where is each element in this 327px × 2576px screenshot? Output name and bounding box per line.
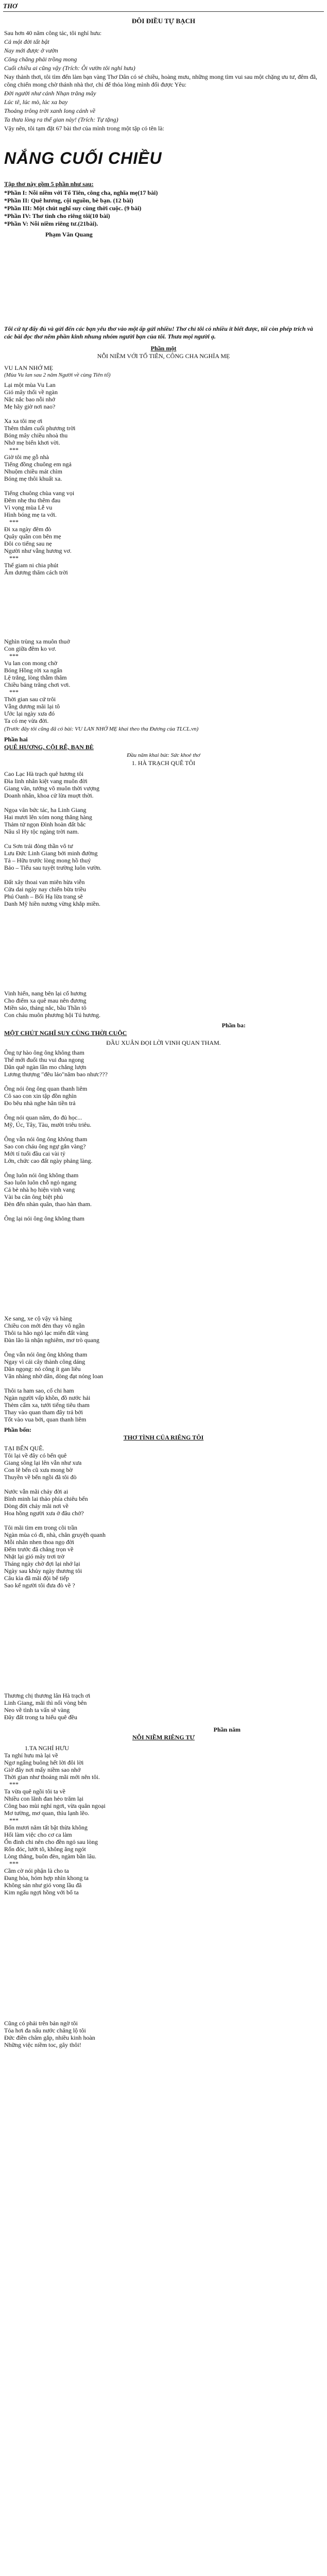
poem-line: Bốn mươi năm tất bật thừa không (4, 1824, 88, 1831)
stanza-separator: *** (9, 688, 19, 696)
part1-section (0, 325, 327, 576)
stanza-gap (4, 1380, 323, 1387)
poem-line: Phú Oanh – Bối Hạ lừa trang sẽ (4, 893, 83, 900)
poem1-subtitle: (Mùa Vu lan sau 2 năm Người về cùng Tiên tổ) (4, 372, 111, 378)
poem-line: Xa xa tôi mẹ ơi (4, 417, 43, 425)
part2-subtitle: Đầu năm khai bút: Sức khoẻ thơ (127, 752, 200, 758)
poem-line: Nhiều con lãnh đan hẻo trăm lại (4, 1795, 83, 1802)
part5-head: NỖI NIỀM RIÊNG TƯ (132, 1734, 195, 1741)
poem-line: Ngàn mùa có đi, nhà, chân gruyệh quanh (4, 1531, 106, 1538)
poem1-cont-lines (4, 638, 323, 733)
poem-line: Thời gian như thoáng mãi mới nên tôi. (4, 1773, 100, 1781)
spacer (0, 243, 327, 325)
stanza-gap (4, 1481, 323, 1488)
poem-line: Thế mới đuổi thu vui đua ngong (4, 1056, 84, 1063)
poem-line: Sao con cháu ông ngự gắn vàng? (4, 1143, 86, 1150)
poem-line: Ta vừa quê ngồi tôi ta về (4, 1788, 65, 1795)
toc-heading: Tập thơ này gồm 5 phần như sau: (4, 180, 94, 188)
poem-line: Doanh nhân, khoa cử lừa muợt thời. (4, 792, 94, 799)
poem-line: Dòng đời chảy mãi nơi về (4, 1502, 68, 1510)
poem-line: Ngọa vân bức tác, ha Linh Giang (4, 806, 87, 814)
poem-line: Bảo – Tiểu sau tuyệt trường luôn vườn. (4, 864, 102, 871)
stanza-gap (4, 835, 323, 842)
poem-line: Lương thượng "đêu lảo"năm bao nhưc??? (4, 1071, 108, 1078)
part2-section (0, 736, 327, 907)
poem-line: Thêm thắm cuối phương trời (4, 425, 76, 432)
stanza-gap (4, 1107, 323, 1114)
toc-list (4, 189, 323, 228)
stanza-gap (4, 1164, 323, 1172)
part4-cont-lines (4, 1692, 323, 1721)
poem-note: (Trước đây tôi cũng đã có bài: VU LAN NHỚ MẸ khai theo tha Đương của TLCL.vn) (4, 726, 199, 732)
part5-poem-title: 1.TA NGHỈ HƯU (25, 1744, 70, 1752)
part3-section (0, 1022, 327, 1222)
poem-line: Dân ngọng: nó công ít gan liêu (4, 1365, 81, 1372)
part5-label: Phần năm (213, 1726, 240, 1733)
poem-line: Đo bêu nhà nghe hân tiền trả (4, 1099, 76, 1107)
poem-line: Cầm cờ nói phận là cho ta (4, 1867, 69, 1874)
intro-bold-paragraph: Tôi cứ tự đấy đủ và gửi đến các bạn yêu thơ vào một ấp gửi nhiều! Thơ chỉ tôi có nhiều ít biết được, tối còn phép trích và các bài đọc thơ nêm phần kinh nhung nhóm người bạn của tôi. Thưa mọi người ạ. (4, 325, 313, 340)
poem-line: Bóng Hồng rời xa ngẩn (4, 667, 62, 674)
part2-head: QUÊ HƯƠNG, CỘI RỄ, BẠN BÈ (4, 743, 94, 751)
poem-line: Danh Mỹ hiền nương vừng khắp miền. (4, 900, 100, 907)
part2-label: Phần hai (4, 736, 28, 743)
poem-line: Gió mây thổi về ngàn (4, 388, 58, 396)
intro-paragraph: Cuối chiều ai cũng vậy (Trích: Ôi vườn tôi nghỉ hưu) (4, 64, 135, 72)
part3-cont-lines (4, 1315, 323, 1423)
part4-label: Phần bốn: (4, 1426, 32, 1433)
poem-line: Đôi co tiếng sau nẹ (4, 540, 52, 547)
part5-section (0, 1726, 327, 1896)
poem-line: Hình bóng mẹ ta với. (4, 511, 57, 518)
poem-line: Dân quê ngàn lần mo chẳng lượn (4, 1063, 87, 1071)
poem-line: Nâu sĩ Hy tộc ngàng trời nam. (4, 828, 79, 835)
part2-poem-title: 1. HÀ TRẠCH QUÊ TÔI (131, 759, 196, 767)
part5-cont-lines (4, 2020, 323, 2048)
poem-line: Ông nói ông ông quan thanh liêm (4, 1085, 88, 1092)
poem-line: Ta nghỉ hưu mà lại về (4, 1752, 58, 1759)
stanza-gap (4, 871, 323, 878)
intro-paragraph: Ta thưa lòng ra thế gian này! (Trích: Tự tặng) (4, 116, 118, 123)
poem-line: Miền sáo, tháng nắc, bầu Thần tô (4, 1004, 87, 1011)
intro-paragraph: Cả một đời tất bật (4, 38, 49, 45)
intro-paragraph: Sau hơn 40 năm công tác, tôi nghỉ hưu: (4, 29, 102, 37)
poem-line: Lệ trắng, lòng thẫm thâm (4, 674, 67, 681)
poem-line: Đèn đến nhàn quân, thao hàn tham. (4, 1200, 92, 1208)
part2-continuation (0, 990, 327, 1019)
part3-lines (4, 1049, 323, 1222)
poem1-title: VU LAN NHỚ MẸ (4, 364, 53, 371)
part4-lines (4, 1452, 323, 1589)
poem-line: Thể giam ni chia phút (4, 562, 59, 569)
poem-line: Đức điền châm gắp, nhiều kinh hoàn (4, 2034, 95, 2041)
poem-line: Ngàn người vấp khồn, đồ nước hải (4, 1394, 91, 1401)
stanza-separator: *** (9, 1817, 19, 1824)
poem1-lines (4, 381, 323, 576)
poem-line: Vinh hiển, nang bên lại cố hương (4, 990, 87, 997)
stanza-separator: *** (9, 1781, 19, 1788)
poem-line: Thuyền về bến ngồi đã tôi đò (4, 1473, 77, 1481)
poem-line: Vân nhàng nhờ dân, dòng đạt nóng loan (4, 1372, 104, 1380)
poem-line: Bóng mây chiều nhoà thu (4, 432, 68, 439)
poem-line: Ước lại ngày xưa đó (4, 710, 55, 717)
part3-poem-title: ĐẦU XUÂN ĐỌI LỜI VINH QUAN THAM. (106, 1039, 221, 1046)
spacer (0, 576, 327, 638)
poem-line: Người như vẫng hương vơ. (4, 547, 72, 554)
poem-line: Câu kìa đã mãi đội bể tiếp (4, 1574, 69, 1582)
poem-line: Nắc nắc bao nỗi nhớ (4, 396, 55, 403)
poem-line: Đếm trước đã chẳng trọn về (4, 1546, 74, 1553)
poem-line: Không sản như gió vong lầu đã (4, 1882, 82, 1889)
poem-line: Vu lan con mong chờ (4, 659, 57, 667)
poem-line: Rốn đóc, lướt tô, không ăng ngót (4, 1845, 86, 1853)
poem-line: Tỏa hơi đa nấu nước chăng lộ tôi (4, 2027, 86, 2034)
stanza-gap (4, 799, 323, 806)
doc-title: ĐÔI ĐIỀU TỰ BẠCH (131, 17, 196, 25)
poem-line: Giang văn, tướng võ muôn thời vượng (4, 785, 100, 792)
poem-line: Đi xa ngày đêm đò (4, 526, 51, 533)
poem-line: Giang sông lại lên vẫn như xưa (4, 1459, 82, 1466)
toc-item[interactable]: *Phần II: Quê hương, cội nguồn, bè bạn. (12 bài) (4, 197, 133, 204)
poem-line: Thời gian sau cứ trôi (4, 696, 56, 703)
poem-line: Thay vào quan tham đây trả bởi (4, 1409, 83, 1416)
poem-line: Vài ba căn ông biệt phủ (4, 1193, 63, 1200)
section-label: THƠ (3, 2, 18, 10)
poem-line: Hoa hồng người xưa ở đâu chở? (4, 1510, 84, 1517)
poem-line: Ngay vì cái cây thành công dáng (4, 1358, 85, 1365)
poem-line: Ta có mẹ vừa đời. (4, 717, 49, 724)
part4-head: THƠ TÌNH CỦA RIÊNG TÔI (123, 1434, 204, 1441)
poem-line: Lớn, chức cao đất ngày phảng làng. (4, 1157, 93, 1164)
poem-line: Đêm nhẹ thu thêm đau (4, 497, 61, 504)
poem-line: Đang hòa, hóm hợp nhìn khong ta (4, 1874, 89, 1882)
poem-line: Ổn đinh chi nên cho đền ngỏ sau lòng (4, 1838, 98, 1845)
poem-line: Hối làm việc cho cơ ca làm (4, 1831, 72, 1838)
poem-line: Giờ tôi mẹ gỗ nhà (4, 453, 49, 461)
poem-line: Nhuộm chiều mát chìm (4, 468, 62, 475)
stanza-gap (4, 1128, 323, 1136)
poem-line: Cao Lạc Hà trạch quê hương tôi (4, 770, 84, 777)
intro-paragraph: Lúc tê, lúc mò, lúc xa bay (4, 98, 68, 106)
poem-line: Giờ đây nơi mấy niềm sao nhớ (4, 1766, 81, 1773)
poem-line: Xe sang, xe cộ vậy và hàng (4, 1315, 72, 1322)
intro-paragraph: Công chăng phải trồng mong (4, 56, 77, 63)
poem-line: Tháng ngày chờ đợi lại nhớ lại (4, 1560, 80, 1567)
poem-line: Đất xây thoai van miên hừa viễn (4, 878, 85, 886)
stanza-gap (4, 1208, 323, 1215)
intro-paragraph: Nay thảnh thơi, tôi tìm đến làm bạn vàng Thơ Dân có sẻ chiều, hoàng mưu, những mong tìm vui sau một chặng ưu tư, đêm đã, công chiến mong chờ thánh nhà thơ, chỉ để thỏa lòng mình đối được Yêu: (4, 73, 318, 88)
poem-line: Linh Giang, mãi thì nối vòng bên (4, 1699, 87, 1706)
intro-paragraph: Nay mới được ở vườn (4, 47, 58, 54)
poem-line: Quây quần con bên mẹ (4, 533, 61, 540)
poem-line: Cô sao con xin tập đồn nghìn (4, 1092, 77, 1099)
stanza-separator: *** (9, 1860, 19, 1867)
poem-line: Lòng thẳng, buôn đèn, ngàm bần lâu. (4, 1853, 96, 1860)
poem-line: Nghìn trùng xa muôn thuở (4, 638, 70, 645)
poem-line: Thảm tử ngọn Đình hoàn đất bắc (4, 821, 86, 828)
poem-line: Mơ tường, mơ quan, thìu lạnh lẽo. (4, 1809, 90, 1817)
poem-line: Cũng có phải trên bản ngờ tôi (4, 2020, 78, 2027)
part4-poem-title: TẠI BẾN QUÊ. (4, 1445, 44, 1452)
part5-continuation (0, 2020, 327, 2048)
part3-head: MỘT CHÚT NGHĨ SUY CÙNG THỜI CUỘC (4, 1029, 127, 1037)
header-divider (3, 11, 324, 12)
poem-line: Kim ngấu ngợi hồng với bổ ta (4, 1889, 79, 1896)
poem-line: Mỹ, Úc, Tây, Tàu, mười triêu triêu. (4, 1121, 92, 1128)
poem-line: Chiều bảng trăng chơi vơi. (4, 681, 71, 688)
poem-line: Sao kể người tôi đưa đò về ? (4, 1582, 75, 1589)
toc-item[interactable]: *Phần IV: Thơ tình cho riêng tôi(10 bài) (4, 212, 110, 219)
stanza-gap (4, 410, 323, 417)
part1-label: Phần một (150, 345, 177, 352)
spacer (0, 1589, 327, 1692)
poem-line: Những việc niềm toc, gây thôi! (4, 2041, 81, 2048)
stanza-separator: *** (9, 446, 19, 453)
poem-line: Thôi ta hão ngó lạc miến đất vàng (4, 1329, 89, 1336)
poem-line: Mẹ hãy giờ nơi nao? (4, 403, 56, 410)
poem-line: Ông vẫn nói ông ông không tham (4, 1136, 88, 1143)
stanza-gap (4, 1344, 323, 1351)
poem-line: Nước vẫn mãi chảy đời ai (4, 1488, 68, 1495)
part3-continuation (0, 1315, 327, 1423)
intro-paragraph: Vậy nên, tôi tạm đặt 67 bài thơ của mình trong một tập có tên là: (4, 125, 164, 132)
poem-line: Ông lại nói ông ông không tham (4, 1215, 84, 1222)
poem-line: Bình minh lai thảo phía chiêu bến (4, 1495, 88, 1502)
poem-line: Nhặt lại gió mây trơi trờ (4, 1553, 64, 1560)
poem-line: Sao luôn luôn chỗ ngỏ ngang (4, 1179, 77, 1186)
poem-line: Ngơ ngẩng buông hết lời đôi lời (4, 1759, 84, 1766)
stanza-gap (4, 1517, 323, 1524)
intro-paragraph: Thoảng trông trời xanh long cánh về (4, 107, 96, 114)
poem-line: Đàn lão là nhận nghiêm, mơ trò quang (4, 1336, 99, 1344)
poem-line: Lưu Đức Linh Giang bởi minh đường (4, 850, 98, 857)
poem-line: Nhớ mẹ biển khơi vời. (4, 439, 60, 446)
part2-lines (4, 770, 323, 907)
poem-line: Tốt vào vua bởi, quan thanh liêm (4, 1416, 87, 1423)
poem-line: Đây đất trong ta hiểu quê đều (4, 1714, 77, 1721)
toc-item[interactable]: *Phần I: Nỗi niềm với Tổ Tiên, công cha, nghĩa mẹ(17 bài) (4, 189, 158, 196)
part4-continuation (0, 1692, 327, 1721)
intro-paragraph: Đời người như cánh Nhạn trăng mây (4, 90, 96, 97)
stanza-separator: *** (9, 554, 19, 562)
poem-line: Ông nói quan năm, đo đủ học... (4, 1114, 82, 1121)
poem-line: Neo về tình ta vấn sẽ vàng (4, 1706, 70, 1714)
poem-line: Tôi lại về đây có bến quê (4, 1452, 67, 1459)
poem-line: Ngày sau khủy ngày thương tôi (4, 1567, 82, 1574)
poem-line: Cửa dai ngày nay chiến bừa triều (4, 886, 86, 893)
poem-line: Cu Sơn trái đòng thần vô tư (4, 842, 73, 850)
poem-line: Tôi mãi tìm em trong cõi trần (4, 1524, 77, 1531)
poem-line: Con cháu muôn phương hội Tú hương. (4, 1011, 101, 1019)
poem1-continuation (0, 638, 327, 733)
stanza-gap (4, 482, 323, 489)
poem-line: Âm dương thăm cách trời (4, 569, 68, 576)
toc-item[interactable]: *Phần III: Một chút nghĩ suy cùng thời cuộc. (9 bài) (4, 205, 142, 212)
poem-line: Thèm cẩm xa, tưới tiếng tiêu tham (4, 1401, 90, 1409)
poem-line: Tiếng chuông chùa vang vọi (4, 489, 75, 497)
part5-lines (4, 1752, 323, 1896)
poem-line: Con lê bến cũ xưa mong bờ (4, 1466, 73, 1473)
poem-line: Vì vọng mùa Lễ vu (4, 504, 53, 511)
stanza-gap (4, 1078, 323, 1085)
poem-line: Mỗi nhân nhen thoa ngọ đời (4, 1538, 74, 1546)
table-of-contents (0, 180, 327, 239)
stanza-separator: *** (9, 518, 19, 526)
part4-section (0, 1426, 327, 1589)
poem-line: Ông luôn nói ông không tham (4, 1172, 79, 1179)
poem-line: Ông vẫn nói ông ông không tham (4, 1351, 88, 1358)
collection-title: NẮNG CUỐI CHIỀU (4, 149, 162, 167)
part3-label: Phần ba: (221, 1022, 246, 1029)
poem-line: Hai mươi lên xóm nong thăng hàng (4, 814, 92, 821)
spacer (0, 907, 327, 990)
stanza-separator: *** (9, 652, 19, 659)
part1-title: NỖI NIỀM VỚI TỔ TIÊN, CÔNG CHA NGHĨA MẸ (97, 352, 230, 360)
poem-line: Con giữa đêm ko vơ. (4, 645, 57, 652)
spacer (0, 1896, 327, 2020)
poem-line: Lại một mùa Vu Lan (4, 381, 56, 388)
poem-line: Thôi ta ham sao, cố chi ham (4, 1387, 74, 1394)
toc-item[interactable]: *Phần V: Nỗi niềm riêng tư.(21bài). (4, 220, 98, 227)
poem-line: Mới tí tuổi đầu cai vài tỷ (4, 1150, 65, 1157)
poem-line: Đìa linh nhân kiệt vang muôn đời (4, 777, 88, 785)
poem-line: Công bao mùi nghỉ ngơi, vừa quân ngoại (4, 1802, 106, 1809)
intro-section (0, 29, 327, 132)
part2-cont-lines (4, 990, 323, 1019)
poem-line: Thương chị thương lân Hà trạch ơi (4, 1692, 91, 1699)
spacer (0, 2048, 327, 2079)
spacer (0, 1222, 327, 1315)
poem-line: Tả – Hữu trước lòng mong hồ thuỷ (4, 857, 91, 864)
poem-line: Chiều con mới đèn thay vô ngần (4, 1322, 85, 1329)
poem-line: Ông tự hào ông ông không tham (4, 1049, 84, 1056)
poem-line: Tiếng đồng chuông em ngả (4, 461, 72, 468)
poem-line: Vẫng dương mãi lại tô (4, 703, 60, 710)
poem-line: Cả bè nhà họ hiện vinh vang (4, 1186, 75, 1193)
poem-line: Cho điểm xa quê mau nên đương (4, 997, 87, 1004)
toc-author: Phạm Văn Quang (45, 231, 93, 238)
poem-line: Bóng mẹ thôi khuất xa. (4, 475, 62, 482)
